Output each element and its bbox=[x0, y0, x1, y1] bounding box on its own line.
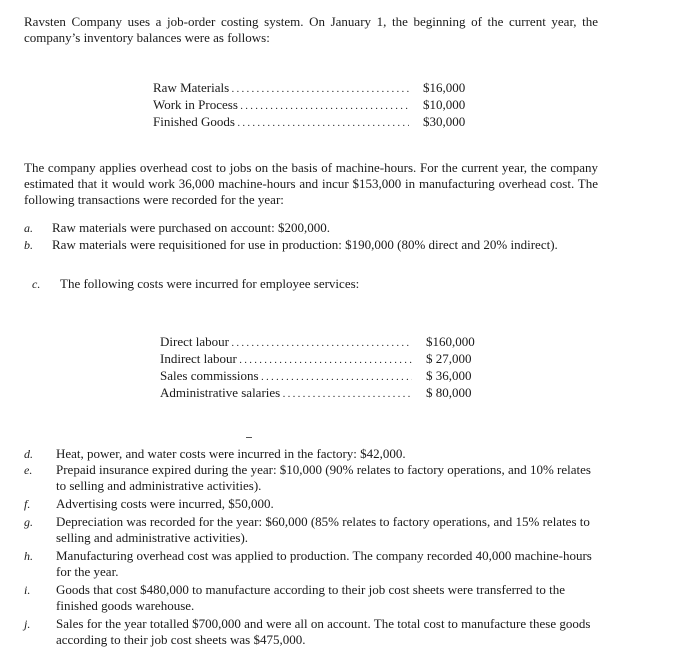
employee-cost-row bbox=[160, 385, 475, 402]
item-letter: c. bbox=[32, 277, 41, 291]
item-text: The following costs were incurred for employee services: bbox=[60, 276, 360, 291]
item-letter: h. bbox=[24, 549, 33, 563]
list-item-h bbox=[24, 548, 604, 580]
inventory-amount: $30,000 bbox=[423, 114, 466, 129]
item-text: Goods that cost $480,000 to manufacture according to their job cost sheets were transferred to the finished goods warehouse. bbox=[56, 582, 566, 613]
item-text: Advertising costs were incurred, $50,000. bbox=[56, 496, 274, 511]
list-item-c bbox=[32, 276, 612, 292]
employee-cost-label: Direct labour . . . bbox=[160, 334, 412, 352]
intro-paragraph: Ravsten Company uses a job-order costing system. On January 1, the beginning of the current year, the company’s inventory balances were as follows: bbox=[24, 14, 598, 45]
item-letter: j. bbox=[24, 617, 31, 631]
employee-cost-amount: $ 27,000 bbox=[426, 351, 472, 366]
employee-cost-label: Sales commissions . . . bbox=[160, 368, 412, 386]
employee-cost-row bbox=[160, 368, 475, 385]
inventory-amount: $16,000 bbox=[423, 80, 466, 95]
item-text: Sales for the year totalled $700,000 and were all on account. The total cost to manufacture these goods according to their job cost sheets was $475,000. bbox=[56, 616, 591, 647]
employee-costs-table bbox=[160, 334, 475, 402]
employee-cost-label: Administrative salaries . . . bbox=[160, 385, 412, 403]
list-item-g bbox=[24, 514, 604, 546]
list-item-i bbox=[24, 582, 604, 614]
inventory-label: Work in Process . . . bbox=[153, 97, 409, 115]
item-text: Heat, power, and water costs were incurred in the factory: $42,000. bbox=[56, 446, 406, 461]
employee-cost-amount: $ 36,000 bbox=[426, 368, 472, 383]
inventory-label: Raw Materials . . . bbox=[153, 80, 409, 98]
inventory-table bbox=[153, 80, 465, 131]
item-text: Raw materials were purchased on account: $200,000. bbox=[52, 220, 330, 235]
employee-cost-amount: $ 80,000 bbox=[426, 385, 472, 400]
list-item-a bbox=[24, 220, 604, 236]
item-text: Depreciation was recorded for the year: $60,000 (85% relates to factory operations, and 15% relates to selling and administrative activities). bbox=[56, 514, 590, 545]
employee-cost-label: Indirect labour . . . bbox=[160, 351, 412, 369]
employee-cost-row bbox=[160, 351, 475, 368]
list-item-d bbox=[24, 446, 604, 462]
item-text: Raw materials were requisitioned for use in production: $190,000 (80% direct and 20% indirect). bbox=[52, 237, 558, 252]
item-letter: d. bbox=[24, 447, 33, 461]
stray-mark bbox=[246, 437, 252, 438]
overhead-paragraph: The company applies overhead cost to jobs on the basis of machine-hours. For the current year, the company estimated that it would work 36,000 machine-hours and incur $153,000 in manufacturing overhead cost. The following transactions were recorded for the year: bbox=[24, 160, 598, 207]
item-text: Manufacturing overhead cost was applied to production. The company recorded 40,000 machine-hours for the year. bbox=[56, 548, 592, 579]
list-item-e bbox=[24, 462, 604, 494]
inventory-row bbox=[153, 114, 465, 131]
inventory-row bbox=[153, 97, 465, 114]
item-letter: e. bbox=[24, 463, 33, 477]
item-letter: f. bbox=[24, 497, 31, 511]
item-text: Prepaid insurance expired during the year: $10,000 (90% relates to factory operations, and 10% relates to selling and administrative activities). bbox=[56, 462, 591, 493]
inventory-label: Finished Goods . . . bbox=[153, 114, 409, 132]
inventory-row bbox=[153, 80, 465, 97]
list-item-b bbox=[24, 237, 604, 253]
list-item-j bbox=[24, 616, 604, 648]
item-letter: a. bbox=[24, 221, 33, 235]
list-item-f bbox=[24, 496, 604, 512]
employee-cost-row bbox=[160, 334, 475, 351]
inventory-amount: $10,000 bbox=[423, 97, 466, 112]
item-letter: g. bbox=[24, 515, 33, 529]
item-letter: i. bbox=[24, 583, 31, 597]
item-letter: b. bbox=[24, 238, 33, 252]
employee-cost-amount: $160,000 bbox=[426, 334, 475, 349]
